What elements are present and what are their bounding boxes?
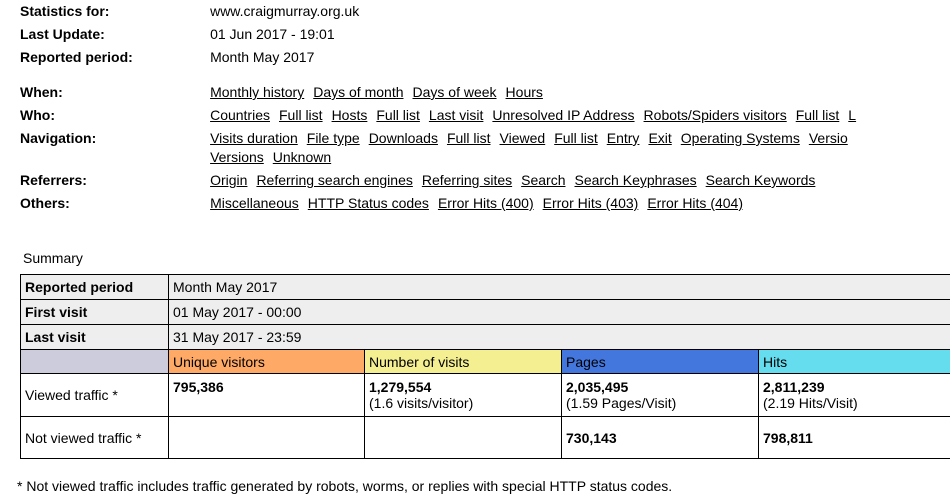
others-label: Others: [20, 195, 70, 211]
viewed-traffic-label: Viewed traffic * [21, 374, 169, 417]
viewed-pages-value: 2,035,495 [566, 379, 629, 395]
viewed-unique-value: 795,386 [173, 379, 224, 395]
col-hits: Hits [759, 350, 950, 374]
link-error-403[interactable]: Error Hits (403) [542, 195, 639, 211]
link-file-type[interactable]: File type [306, 130, 360, 146]
not-viewed-traffic-row [21, 417, 950, 459]
reported-period-label: Reported period: [20, 49, 133, 65]
viewed-visits-cell [365, 374, 562, 417]
link-referring-search-engines[interactable]: Referring search engines [256, 172, 413, 188]
statistics-for-value: www.craigmurray.org.uk [210, 3, 360, 19]
link-downloads[interactable]: Downloads [368, 130, 438, 146]
viewed-pages-sub: (1.59 Pages/Visit) [566, 395, 677, 411]
statistics-for-label: Statistics for: [20, 3, 110, 19]
viewed-traffic-row [21, 374, 950, 417]
referrers-links [210, 171, 950, 194]
who-links [210, 106, 950, 129]
link-last-visit[interactable]: Last visit [428, 107, 484, 123]
link-referring-sites[interactable]: Referring sites [421, 172, 513, 188]
link-search-keywords[interactable]: Search Keywords [705, 172, 816, 188]
link-viewed[interactable]: Viewed [499, 130, 546, 146]
when-label: When: [20, 84, 63, 100]
link-downloads-full-list[interactable]: Full list [446, 130, 491, 146]
col-number-of-visits: Number of visits [365, 350, 562, 374]
link-unresolved-ip[interactable]: Unresolved IP Address [492, 107, 635, 123]
blank-header-cell [21, 350, 169, 374]
link-hours[interactable]: Hours [505, 84, 543, 100]
link-visits-duration[interactable]: Visits duration [210, 130, 298, 146]
not-viewed-unique-cell [169, 417, 365, 459]
reported-period-row [21, 275, 950, 300]
link-error-404[interactable]: Error Hits (404) [647, 195, 743, 211]
viewed-hits-value: 2,811,239 [763, 379, 825, 395]
viewed-visits-value: 1,279,554 [369, 379, 432, 395]
link-http-status-codes[interactable]: HTTP Status codes [307, 195, 429, 211]
link-search-keyphrases[interactable]: Search Keyphrases [574, 172, 697, 188]
who-label: Who: [20, 107, 55, 123]
navigation-label: Navigation: [20, 130, 97, 146]
col-unique-visitors: Unique visitors [169, 350, 365, 374]
last-update-value: 01 Jun 2017 - 19:01 [210, 26, 335, 42]
viewed-hits-sub: (2.19 Hits/Visit) [763, 395, 858, 411]
last-update-label: Last Update: [20, 26, 105, 42]
link-days-of-month[interactable]: Days of month [313, 84, 404, 100]
link-robots-full-list[interactable]: Full list [795, 107, 840, 123]
link-days-of-week[interactable]: Days of week [412, 84, 497, 100]
footnote: * Not viewed traffic includes traffic generated by robots, worms, or replies with special HTTP status codes. [17, 478, 673, 494]
link-entry[interactable]: Entry [606, 130, 640, 146]
last-visit-row [21, 325, 950, 350]
link-operating-systems[interactable]: Operating Systems [680, 130, 800, 146]
summary-last-visit-value: 31 May 2017 - 23:59 [169, 325, 950, 350]
summary-first-visit-label: First visit [21, 300, 169, 325]
link-unknown[interactable]: Unknown [272, 149, 332, 165]
link-versions[interactable]: Versions [210, 149, 264, 165]
column-header-row [21, 350, 950, 374]
navigation-links [210, 129, 950, 171]
not-viewed-pages-value: 730,143 [562, 417, 759, 459]
link-viewed-full-list[interactable]: Full list [554, 130, 598, 146]
viewed-pages-cell [562, 374, 759, 417]
link-truncated-l[interactable]: L [848, 107, 857, 123]
col-pages: Pages [562, 350, 759, 374]
summary-first-visit-value: 01 May 2017 - 00:00 [169, 300, 950, 325]
others-links [210, 194, 950, 217]
link-hosts-full-list[interactable]: Full list [376, 107, 420, 123]
summary-reported-period-value: Month May 2017 [169, 275, 950, 300]
summary-last-visit-label: Last visit [21, 325, 169, 350]
stats-info-table [20, 2, 950, 217]
not-viewed-visits-cell [365, 417, 562, 459]
link-countries[interactable]: Countries [210, 107, 270, 123]
link-monthly-history[interactable]: Monthly history [210, 84, 305, 100]
not-viewed-traffic-label: Not viewed traffic * [21, 417, 169, 459]
viewed-visits-sub: (1.6 visits/visitor) [369, 395, 474, 411]
link-versio-truncated[interactable]: Versio [808, 130, 848, 146]
summary-reported-period-label: Reported period [21, 275, 169, 300]
link-miscellaneous[interactable]: Miscellaneous [210, 195, 299, 211]
link-error-400[interactable]: Error Hits (400) [437, 195, 534, 211]
link-robots-spiders[interactable]: Robots/Spiders visitors [643, 107, 787, 123]
link-search[interactable]: Search [521, 172, 566, 188]
summary-table [20, 274, 950, 459]
first-visit-row [21, 300, 950, 325]
link-origin[interactable]: Origin [210, 172, 248, 188]
summary-title: Summary [23, 250, 83, 266]
viewed-hits-cell [759, 374, 950, 417]
viewed-unique-cell [169, 374, 365, 417]
referrers-label: Referrers: [20, 172, 87, 188]
when-links [210, 83, 950, 106]
link-hosts[interactable]: Hosts [331, 107, 368, 123]
link-countries-full-list[interactable]: Full list [279, 107, 323, 123]
reported-period-value: Month May 2017 [210, 49, 315, 65]
not-viewed-hits-value: 798,811 [759, 417, 950, 459]
link-exit[interactable]: Exit [648, 130, 672, 146]
